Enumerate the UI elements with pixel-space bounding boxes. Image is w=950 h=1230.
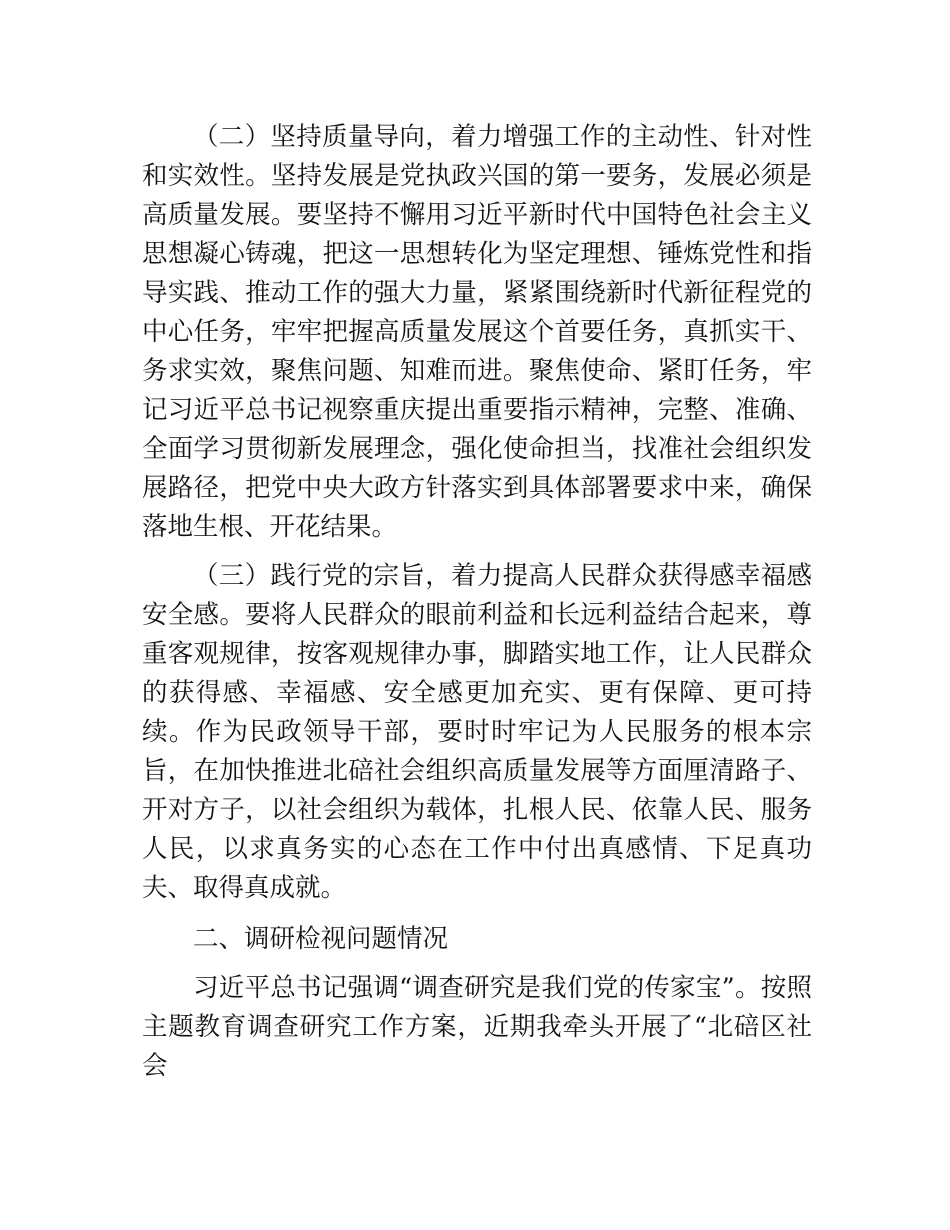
paragraph-quality-orientation: （二）坚持质量导向，着力增强工作的主动性、针对性和实效性。坚持发展是党执政兴国的第一要务，发展必须是高质量发展。要坚持不懈用习近平新时代中国特色社会主义思想凝心铸魂，把这一思想转化为坚定理想、锤炼党性和指导实践、推动工作的强大力量，紧紧围绕新时代新征程党的中心任务，牢牢把握高质量发展这个首要任务，真抓实干、务求实效，聚焦问题、知难而进。聚焦使命、紧盯任务，牢记习近平总书记视察重庆提出重要指示精神，完整、准确、全面学习贯彻新发展理念，强化使命担当，找准社会组织发展路径，把党中央大政方针落实到具体部署要求中来，确保落地生根、开花结果。 <box>142 122 812 542</box>
section-heading-research-issues: 二、调研检视问题情况 <box>193 924 449 954</box>
document-body <box>142 118 812 1086</box>
paragraph-research-intro: 习近平总书记强调“调查研究是我们党的传家宝”。按照主题教育调查研究工作方案，近期我牵头开展了“北碚区社会 <box>142 973 812 1081</box>
paragraph-party-purpose: （三）践行党的宗旨，着力提高人民群众获得感幸福感安全感。要将人民群众的眼前利益和长远利益结合起来，尊重客观规律，按客观规律办事，脚踏实地工作，让人民群众的获得感、幸福感、安全感更加充实、更有保障、更可持续。作为民政领导干部，要时时牢记为人民服务的根本宗旨，在加快推进北碚社会组织高质量发展等方面厘清路子、开对方子，以社会组织为载体，扎根人民、依靠人民、服务人民，以求真务实的心态在工作中付出真感情、下足真功夫、取得真成就。 <box>142 561 812 903</box>
